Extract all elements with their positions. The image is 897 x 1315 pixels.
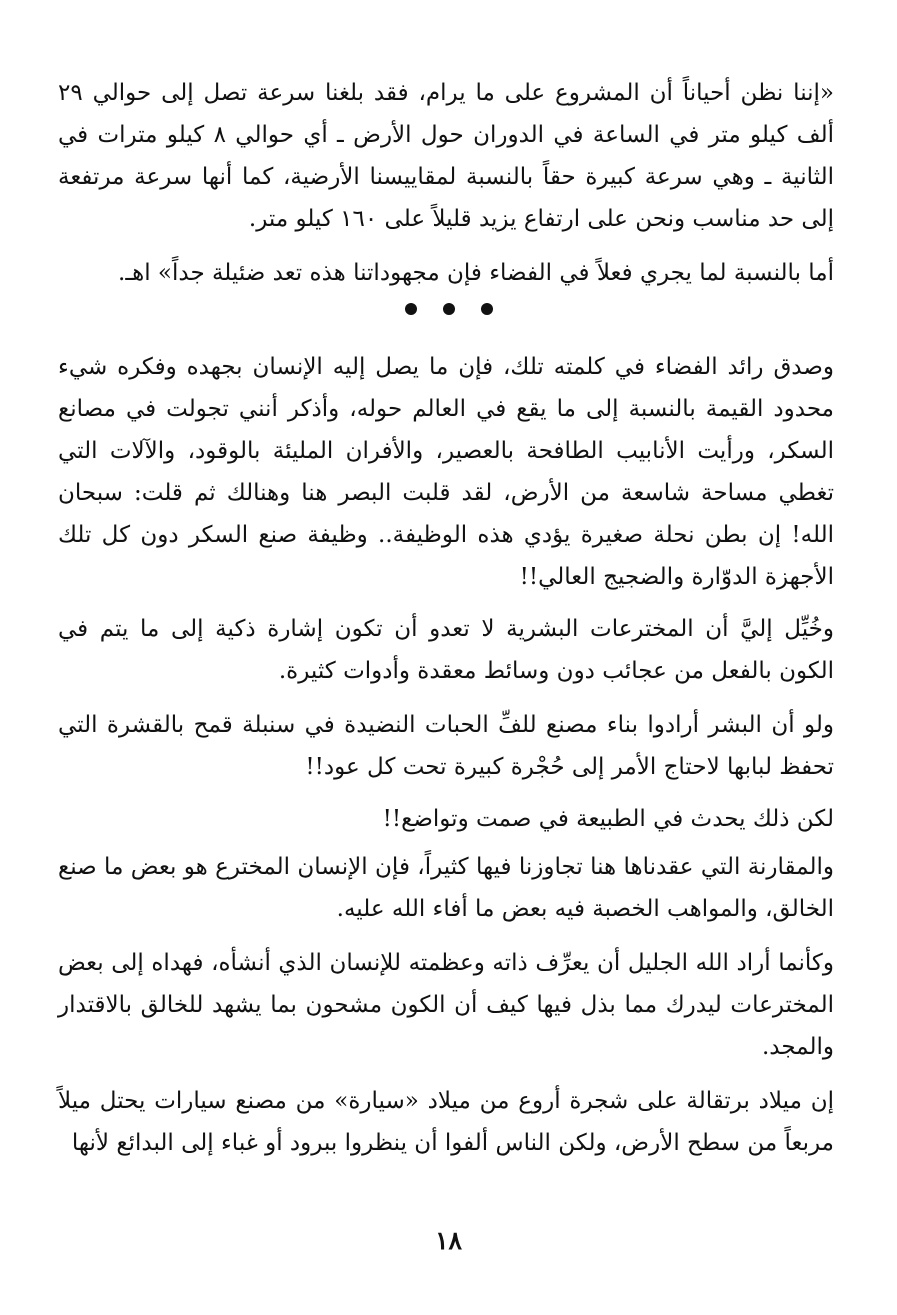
body-paragraph-7: إن ميلاد برتقالة على شجرة أروع من ميلاد «سيارة» من مصنع سيارات يحتل ميلاً مربعاً من سطح الأرض، ولكن الناس ألفوا أن ينظروا ببرود أو غباء إلى البدائع لأنها: [58, 1088, 834, 1156]
divider-dot: [443, 303, 455, 315]
section-divider: [0, 300, 897, 330]
divider-dot: [405, 303, 417, 315]
body-paragraph-6: وكأنما أراد الله الجليل أن يعرِّف ذاته وعظمته للإنسان الذي أنشأه، فهداه إلى بعض المخترعات ليدرك مما بذل فيها كيف أن الكون مشحون بما يشهد للخالق بالاقتدار والمجد.: [58, 950, 834, 1060]
main-text: [58, 346, 834, 1164]
quote-paragraph-2: أما بالنسبة لما يجري فعلاً في الفضاء فإن مجهوداتنا هذه تعد ضئيلة جداً» اهـ.: [118, 260, 834, 286]
body-paragraph-2: وخُيِّل إليَّ أن المخترعات البشرية لا تعدو أن تكون إشارة ذكية إلى ما يتم في الكون بالفعل من عجائب دون وسائط معقدة وأدوات كثيرة.: [58, 616, 834, 684]
page-number: ١٨: [435, 1226, 462, 1255]
body-paragraph-5: والمقارنة التي عقدناها هنا تجاوزنا فيها كثيراً، فإن الإنسان المخترع هو بعض ما صنع الخالق، والمواهب الخصبة فيه بعض ما أفاء الله عليه.: [58, 854, 834, 922]
body-paragraph-4: لكن ذلك يحدث في الطبيعة في صمت وتواضع!!: [382, 806, 834, 832]
quoted-passage: [58, 72, 834, 294]
divider-dot: [481, 303, 493, 315]
quote-paragraph-1: «إننا نظن أحياناً أن المشروع على ما يرام، فقد بلغنا سرعة تصل إلى حوالي ٢٩ ألف كيلو متر في الساعة في الدوران حول الأرض ـ أي حوالي ٨ كيلو مترات في الثانية ـ وهي سرعة كبيرة حقاً بالنسبة لمقاييسنا الأرضية، كما أنها سرعة مرتفعة إلى حد مناسب ونحن على ارتفاع يزيد قليلاً على ١٦٠ كيلو متر.: [58, 80, 834, 232]
body-paragraph-1: وصدق رائد الفضاء في كلمته تلك، فإن ما يصل إليه الإنسان بجهده وفكره شيء محدود القيمة بالنسبة إلى ما يقع في العالم حوله، وأذكر أنني تجولت في مصانع السكر، ورأيت الأنابيب الطافحة بالعصير، والأفران المليئة بالوقود، والآلات التي تغطي مساحة شاسعة من الأرض، لقد قلبت البصر هنا وهنالك ثم قلت: سبحان الله! إن بطن نحلة صغيرة يؤدي هذه الوظيفة.. وظيفة صنع السكر دون كل تلك الأجهزة الدوّارة والضجيج العالي!!: [58, 354, 834, 590]
body-paragraph-3: ولو أن البشر أرادوا بناء مصنع للفِّ الحبات النضيدة في سنبلة قمح بالقشرة التي تحفظ لبابها لاحتاج الأمر إلى حُجْرة كبيرة تحت كل عود!!: [58, 712, 834, 780]
